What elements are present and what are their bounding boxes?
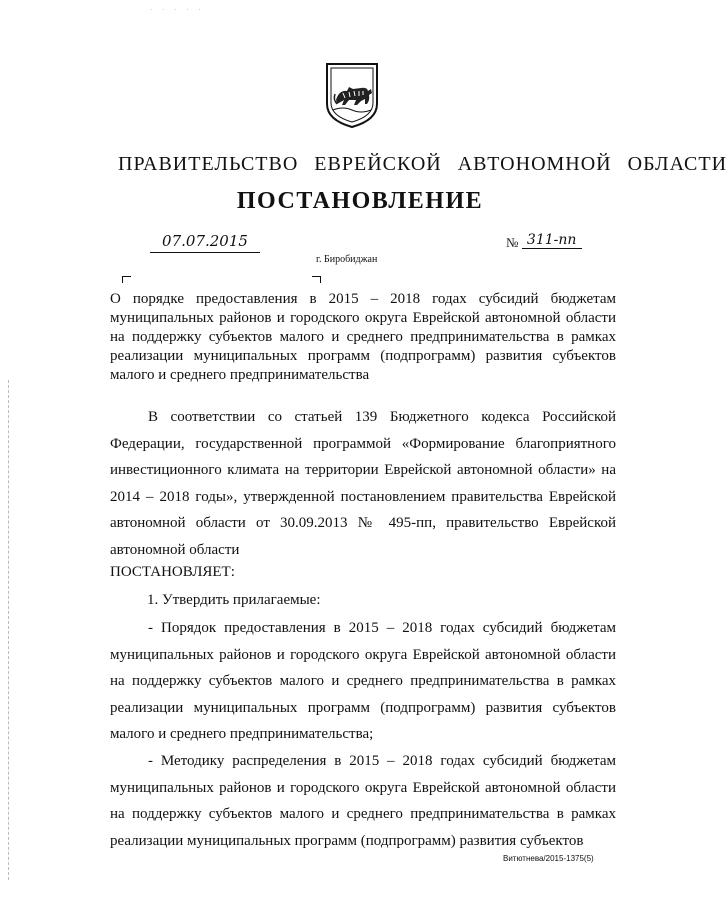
scan-artifact: · · · · · bbox=[150, 6, 205, 14]
coat-of-arms-tiger-icon bbox=[323, 60, 381, 130]
preamble-paragraph: В соответствии со статьей 139 Бюджетного кодекса Российской Федерации, государственной программой «Формирование благоприятного инвестиционного климата на территории Еврейской автономной области» на 2014 – 2018 годы», утвержденной постановлением правительства Еврейской автономной области от 30.09.2013 № 495-пп, правительство Еврейской автономной области bbox=[110, 409, 616, 558]
item-1: 1. Утвердить прилагаемые: bbox=[147, 592, 321, 608]
scan-edge-line bbox=[8, 380, 10, 880]
document-date: 07.07.2015 bbox=[150, 232, 260, 253]
document-number-field bbox=[506, 232, 588, 252]
document-type-title: ПОСТАНОВЛЕНИЕ bbox=[236, 188, 484, 214]
document-number: 311-пп bbox=[522, 232, 582, 249]
document-subject: О порядке предоставления в 2015 – 2018 годах субсидий бюджетам муниципальных районов и городского округа Еврейской автономной области на поддержку субъектов малого и среднего предпринимательства в рамках реализации муниципальных программ (подпрограмм) развития субъектов малого и среднего предпринимательства bbox=[110, 291, 616, 383]
item-1-b: - Методику распределения в 2015 – 2018 годах субсидий бюджетам муниципальных районов и городского округа Еврейской автономной области на поддержку субъектов малого и среднего предпринимательства в рамках реализации муниципальных программ (подпрограмм) развития субъектов bbox=[110, 753, 616, 849]
subject-bracket-right bbox=[312, 276, 321, 283]
subject-bracket-left bbox=[122, 276, 131, 283]
government-name: ПРАВИТЕЛЬСТВО ЕВРЕЙСКОЙ АВТОНОМНОЙ ОБЛАСТИ bbox=[118, 153, 727, 175]
number-sign: № bbox=[506, 235, 519, 250]
decree-word: ПОСТАНОВЛЯЕТ: bbox=[110, 564, 235, 580]
item-1-a: - Порядок предоставления в 2015 – 2018 годах субсидий бюджетам муниципальных районов и городского округа Еврейской автономной области на поддержку субъектов малого и среднего предпринимательства в рамках реализации муниципальных программ (подпрограмм) развития субъектов малого и среднего предпринимательства; bbox=[110, 620, 616, 742]
city: г. Биробиджан bbox=[316, 254, 378, 265]
footer-code: Витютнева/2015-1375(5) bbox=[503, 854, 594, 863]
